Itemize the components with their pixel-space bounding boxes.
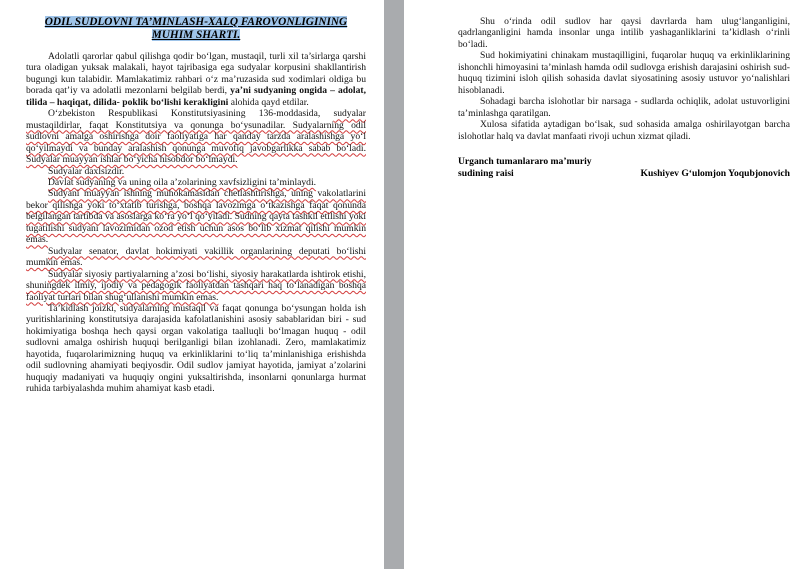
paragraph-2-text: O‘zbekiston Respublikasi Konstitutsiyasining 136-moddasida, [48, 108, 321, 120]
paragraph-7-text: Sudyalar siyosiy partiyalarning a’zosi bo‘lishi, siyosiy harakatlarda ishtirok etishi, shuningdek ilmiy, ijodiy va pedagogik faoliyatdan tashqari haq to‘lanadigan boshqa faoliyat turlari bilan shug‘ullanishi mumkin emas. [26, 268, 366, 303]
paragraph-2 [26, 108, 366, 165]
paragraph-4 [26, 177, 366, 188]
paragraph-3-text: Sudyalar daxlsizdir. [48, 165, 125, 177]
signature-name: Kushiyev G‘ulomjon Yoqubjonovich [640, 167, 790, 179]
document-title [26, 16, 366, 41]
signature-line-1: Urganch tumanlararo ma’muriy [458, 155, 592, 167]
document-page-left [0, 0, 384, 569]
paragraph-8: Ta’kidlash joizki, sudyalarning mustaqil va faqat qonunga bo‘ysungan holda ish yuritishlarining konstitutsiya darajasida kafolatlanishini asosiy sabablaridan biri - sud hokimiyatiga boshqa hech qaysi organ vakolatiga taalluqli bo‘lmagan huquq - odil sudlovni amalga oshirish huquqi berilganligi bilan izohlanadi. Zero, mamlakatimiz hayotida, fuqarolarimizning huquq va erkinliklarini to‘liq ta’minlanishiga erishishda odil sudlovning ahamiyati beqiyosdir. Odil sudlov jamiyat hayotida, jamiyat a’zolarini huquqiy madaniyati va huquqiy ongini yuksaltirishda, insonlarni qonunlarga hurmat ruhida tarbiyalashda muhim ahamiyat kasb etadi. [26, 302, 366, 395]
paragraph-7 [26, 269, 366, 303]
paragraph-2-constitution-quote: sudyalar mustaqildirlar, faqat Konstitutsiya va qonunga bo‘ysunadilar. Sudyalarning odil sudlovni amalga oshirishga doir faoliyatiga har qanday tarzda aralashishga yo‘l qo‘yilmaydi va bunday aralashish qonunga muvofiq javobgarlikka sabab bo‘ladi. Sudyalar muayyan ishlar bo‘yicha hisobdor bo‘lmaydi. [26, 108, 366, 166]
paragraph-1-bold-quote: ya’ni sudyaning ongida – adolat, tilida – haqiqat, dilida- poklik bo‘lishi kerakligini [26, 85, 366, 108]
document-page-right [404, 0, 804, 569]
right-paragraph-1: Shu o‘rinda odil sudlov har qaysi davrlarda ham ulug‘langanligini, qadrlanganligini hamda insonlar unga intilib yashaganliklarini ta’kidlash o‘rinli bo‘ladi. [458, 16, 790, 50]
paragraph-3 [26, 166, 366, 177]
title-line-1: ODIL SUDLOVNI TA’MINLASH-XALQ FAROVONLIGINING [44, 16, 348, 28]
paragraph-1-text: Adolatli qarorlar qabul qilishga qodir bo‘lgan, mustaqil, turli xil ta’sirlarga qarshi tura oladigan yuksak malakali, hayot tajribasiga ega sudyalar korpusini shakllantirish bugungi kun talabidir. Mamlakatimiz rahbari o‘z ma’ruzasida sud xodimlari oldiga bu borada qat’iy va adolatli mezonlarni belgilab berdi, [26, 51, 366, 97]
title-line-2: MUHIM SHARTI. [151, 28, 241, 41]
paragraph-6-text: Sudyalar senator, davlat hokimiyati vakillik organlarining deputati bo‘lishi mumkin emas. [26, 245, 366, 269]
paragraph-1 [26, 51, 366, 108]
paragraph-5 [26, 188, 366, 245]
signature-position: sudining raisi [458, 167, 514, 179]
paragraph-5-text: Sudyani muayyan ishning muhokamasidan chetlashtirishga, uning vakolatlarini bekor qilishga yoki to‘xtatib turishga, boshqa lavozimga o‘tkazishga faqat qonunda belgilangan tartibda va asoslarga ko‘ra yo‘l qo‘yiladi. Sudning qayta tashkil etilishi yoki tugatilishi sudyani lavozimidan ozod etish uchun asos bo‘lib xizmat qilishi mumkin emas. [26, 188, 366, 246]
paragraph-4-text: Davlat sudyaning va uning oila a’zolarining xavfsizligini ta’minlaydi. [48, 176, 317, 188]
signature-line-2 [458, 168, 790, 180]
right-paragraph-2: Sud hokimiyatini chinakam mustaqilligini, fuqarolar huquq va erkinliklarining ishonchli himoyasini ta’minlash hamda odil sudlovga erishish darajasini oshirish sud-huquq tizimini isloh qilish sohasida davlat siyosatining asosiy ustuvor yo‘nalishlari hisoblanadi. [458, 50, 790, 96]
paragraph-6 [26, 246, 366, 269]
paragraph-1-end: alohida qayd etdilar. [230, 96, 309, 108]
right-paragraph-4: Xulosa sifatida aytadigan bo‘lsak, sud sohasida amalga oshirilayotgan barcha islohotlar halq va davlat manfaati rivoji uchun xizmat qiladi. [458, 119, 790, 142]
signature-block [458, 156, 790, 180]
right-paragraph-3: Sohadagi barcha islohotlar bir narsaga - sudlarda ochiqlik, adolat ustuvorligini ta’minlashga qaratilgan. [458, 96, 790, 119]
